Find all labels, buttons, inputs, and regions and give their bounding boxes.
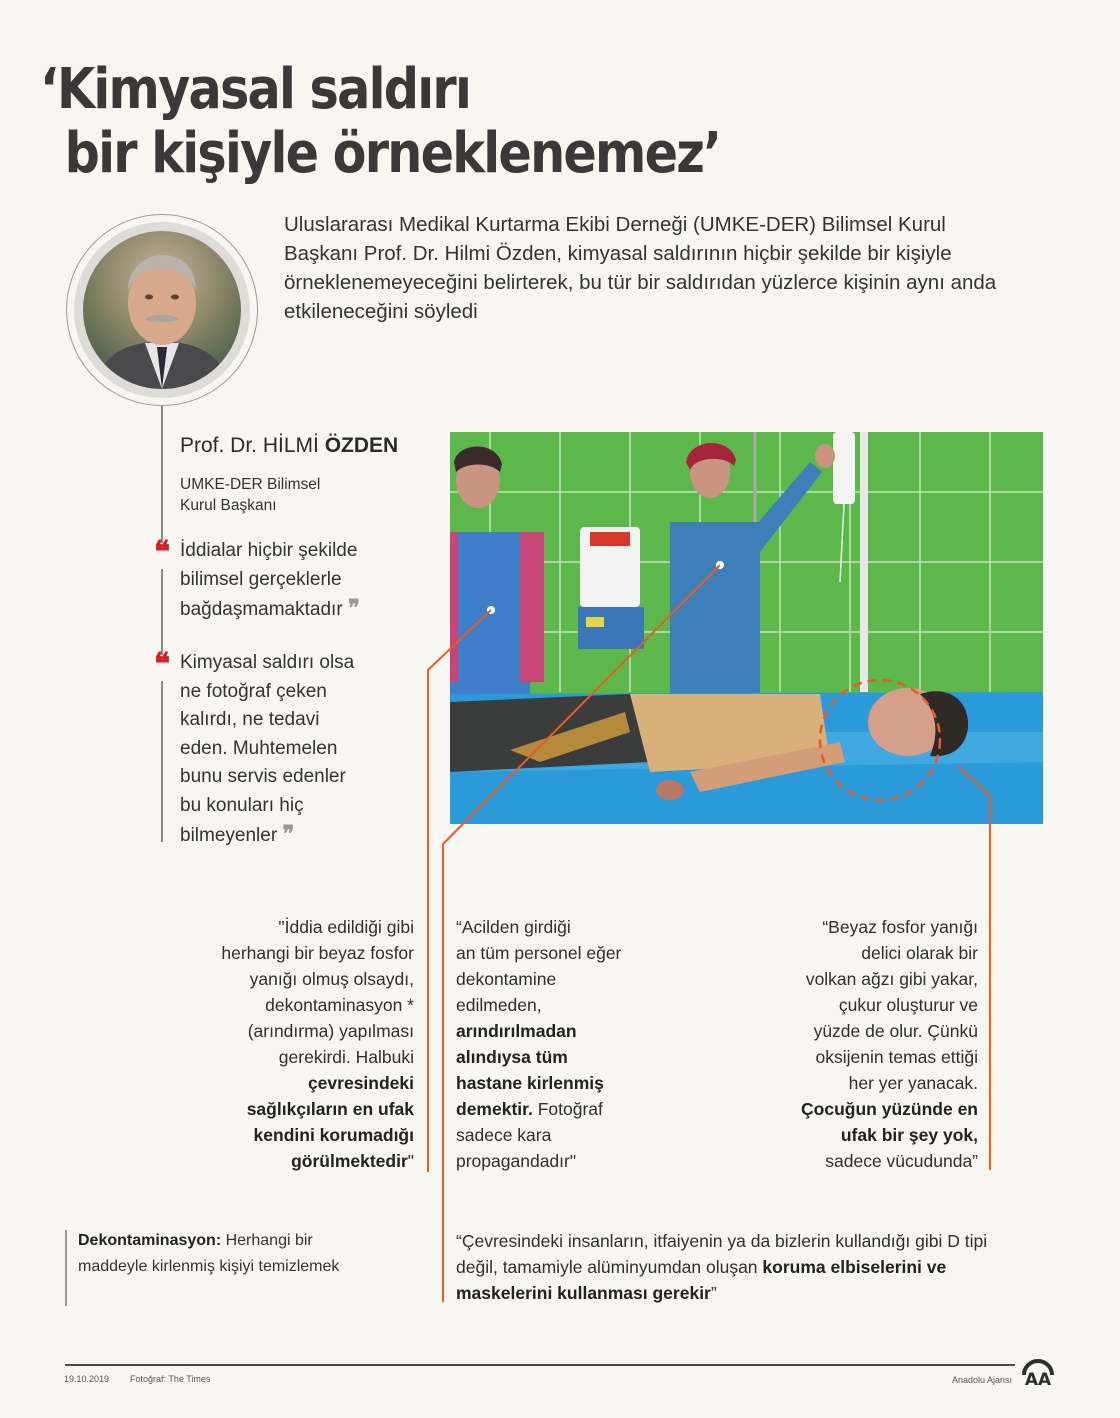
glossary-term: Dekontaminasyon: (78, 1232, 222, 1249)
glossary-definition: Herhangi bir maddeyle kirlenmiş kişiyi temizlemek (78, 1232, 340, 1275)
column-middle-bold-line (456, 1018, 676, 1044)
quote-2-line: kalırdı, ne tedavi (180, 709, 320, 730)
profile-role-line-1: UMKE-DER Bilimsel (180, 476, 321, 493)
column-left-bold-line (170, 1122, 414, 1148)
glossary-divider (65, 1230, 67, 1306)
column-right-line: “Beyaz fosfor yanığı (822, 917, 978, 937)
bold-text: demektir. (456, 1099, 533, 1119)
column-middle-text: Fotoğraf (532, 1099, 603, 1119)
profile-role (180, 474, 320, 516)
column-middle-bold-line (456, 1070, 676, 1096)
close-quote-icon: ❞ (282, 821, 295, 847)
column-left-bold-line (170, 1070, 414, 1096)
bottom-quote-bold: koruma elbiselerini ve maskelerini kullanması gerekir (456, 1257, 947, 1303)
bold-text: arındırılmadan (456, 1021, 577, 1041)
profile-name-regular: Prof. Dr. HİLMİ (180, 434, 325, 457)
profile-name (180, 434, 398, 458)
person-portrait-icon (83, 231, 241, 389)
column-left-line: yanığı olmuş olsaydı, (249, 969, 414, 989)
anadolu-agency-logo (1020, 1355, 1056, 1387)
column-middle-bold-line (456, 1096, 676, 1122)
quote-1-line: bilimsel gerçeklerle (180, 568, 342, 590)
quote-column-right (740, 914, 978, 1174)
column-right-line: volkan ağzı gibi yakar, (805, 969, 978, 989)
quote-2-line: bu konuları hiç (180, 794, 304, 816)
bold-text: sağlıkçıların en ufak (246, 1099, 414, 1119)
footer-agency: Anadolu Ajansı (952, 1375, 1013, 1385)
bottom-quote-end: ” (710, 1283, 717, 1303)
column-middle-line: dekontamine (456, 969, 557, 989)
quote-2-line: eden. Muhtemelen (180, 737, 338, 759)
quote-column-middle (456, 914, 676, 1174)
bold-text: kendini korumadığı (253, 1125, 414, 1145)
headline-line-1: ‘Kimyasal saldırı (40, 57, 471, 122)
portrait-photo (83, 231, 241, 389)
column-middle-line: edilmeden, (456, 995, 542, 1015)
column-left-line: (arındırma) yapılması (247, 1021, 414, 1041)
closing-quote: " (407, 1151, 414, 1171)
column-right-line: her yer yanacak. (848, 1073, 978, 1093)
aa-logo-icon (1020, 1355, 1056, 1387)
quote-2-line: Kimyasal saldırı olsa (180, 652, 355, 673)
column-right-bold-line (740, 1096, 978, 1122)
column-right-line: yüzde de olur. Çünkü (813, 1021, 978, 1041)
quote-1-line: İddialar hiçbir şekilde (180, 540, 358, 561)
column-middle-bold-line (456, 1044, 676, 1070)
hospital-photo (450, 432, 1043, 824)
intro-paragraph: Uluslararası Medikal Kurtarma Ekibi Derneği (UMKE-DER) Bilimsel Kurul Başkanı Prof. Dr. Hilmi Özden, kimyasal saldırının hiçbir şekilde bir kişiyle örneklenemeyeceğini belirterek, bu tür bir saldırıdan yüzlerce kişinin aynı anda etkileneceğini söyledi (284, 213, 997, 323)
bold-text: alındıysa tüm (456, 1047, 568, 1067)
column-left-line: gerekirdi. Halbuki (278, 1047, 414, 1067)
quote-2-line (180, 820, 414, 851)
open-quote-icon: ❝ (154, 535, 171, 570)
open-quote-icon: ❝ (154, 647, 171, 682)
bottom-quote-text: “Çevresindeki insanların, itfaiyenin ya da bizlerin kullandığı gibi D tipi değil, tamamiyle alüminyumdan oluşan (456, 1231, 988, 1277)
column-right-line: çukur oluşturur ve (838, 995, 978, 1015)
column-right-bold-line (740, 1122, 978, 1148)
glossary-note (78, 1228, 368, 1280)
column-middle-line: propagandadır" (456, 1151, 577, 1171)
footer-rule (65, 1364, 1015, 1366)
bold-text: görülmektedir (291, 1151, 408, 1171)
quote-2-line-text: bilmeyenler (180, 825, 278, 846)
quote-2 (154, 649, 414, 851)
column-right-line: delici olarak bir (861, 943, 978, 963)
bottom-quote (456, 1228, 1016, 1306)
column-left-bold-line (170, 1148, 414, 1174)
bold-text: hastane kirlenmiş (456, 1073, 604, 1093)
quote-1 (154, 537, 414, 625)
column-left-line: "İddia edildiği gibi (278, 917, 414, 937)
column-left-line: dekontaminasyon * (265, 995, 414, 1015)
column-middle-line: sadece kara (456, 1125, 552, 1145)
close-quote-icon: ❞ (347, 595, 360, 621)
quote-1-line-text: bağdaşmamaktadır (180, 599, 343, 620)
footer-date: 19.10.2019 (64, 1374, 110, 1384)
aa-logo-text: AA (1024, 1370, 1052, 1387)
column-middle-line: an tüm personel eğer (456, 943, 622, 963)
column-left-line: herhangi bir beyaz fosfor (221, 943, 414, 963)
quote-column-left (170, 914, 414, 1174)
quote-2-line: ne fotoğraf çeken (180, 680, 327, 702)
bold-text: çevresindeki (307, 1073, 414, 1093)
bold-text: ufak bir şey yok, (840, 1125, 978, 1145)
headline (40, 58, 832, 186)
quote-2-line: bunu servis edenler (180, 766, 346, 787)
footer-photo-credit: Fotoğraf: The Times (130, 1374, 211, 1384)
column-middle-line: “Acilden girdiği (456, 917, 571, 937)
hospital-scene-illustration (450, 432, 1043, 824)
quote-1-line (180, 594, 414, 625)
profile-name-bold: ÖZDEN (324, 434, 399, 457)
headline-line-2: bir kişiyle örneklenemez’ (64, 121, 721, 186)
column-left-bold-line (170, 1096, 414, 1122)
profile-role-line-2: Kurul Başkanı (180, 497, 277, 514)
column-right-line: sadece vücudunda” (825, 1151, 978, 1171)
bold-text: Çocuğun yüzünde en (801, 1099, 978, 1119)
column-right-line: oksijenin temas ettiği (815, 1047, 978, 1067)
